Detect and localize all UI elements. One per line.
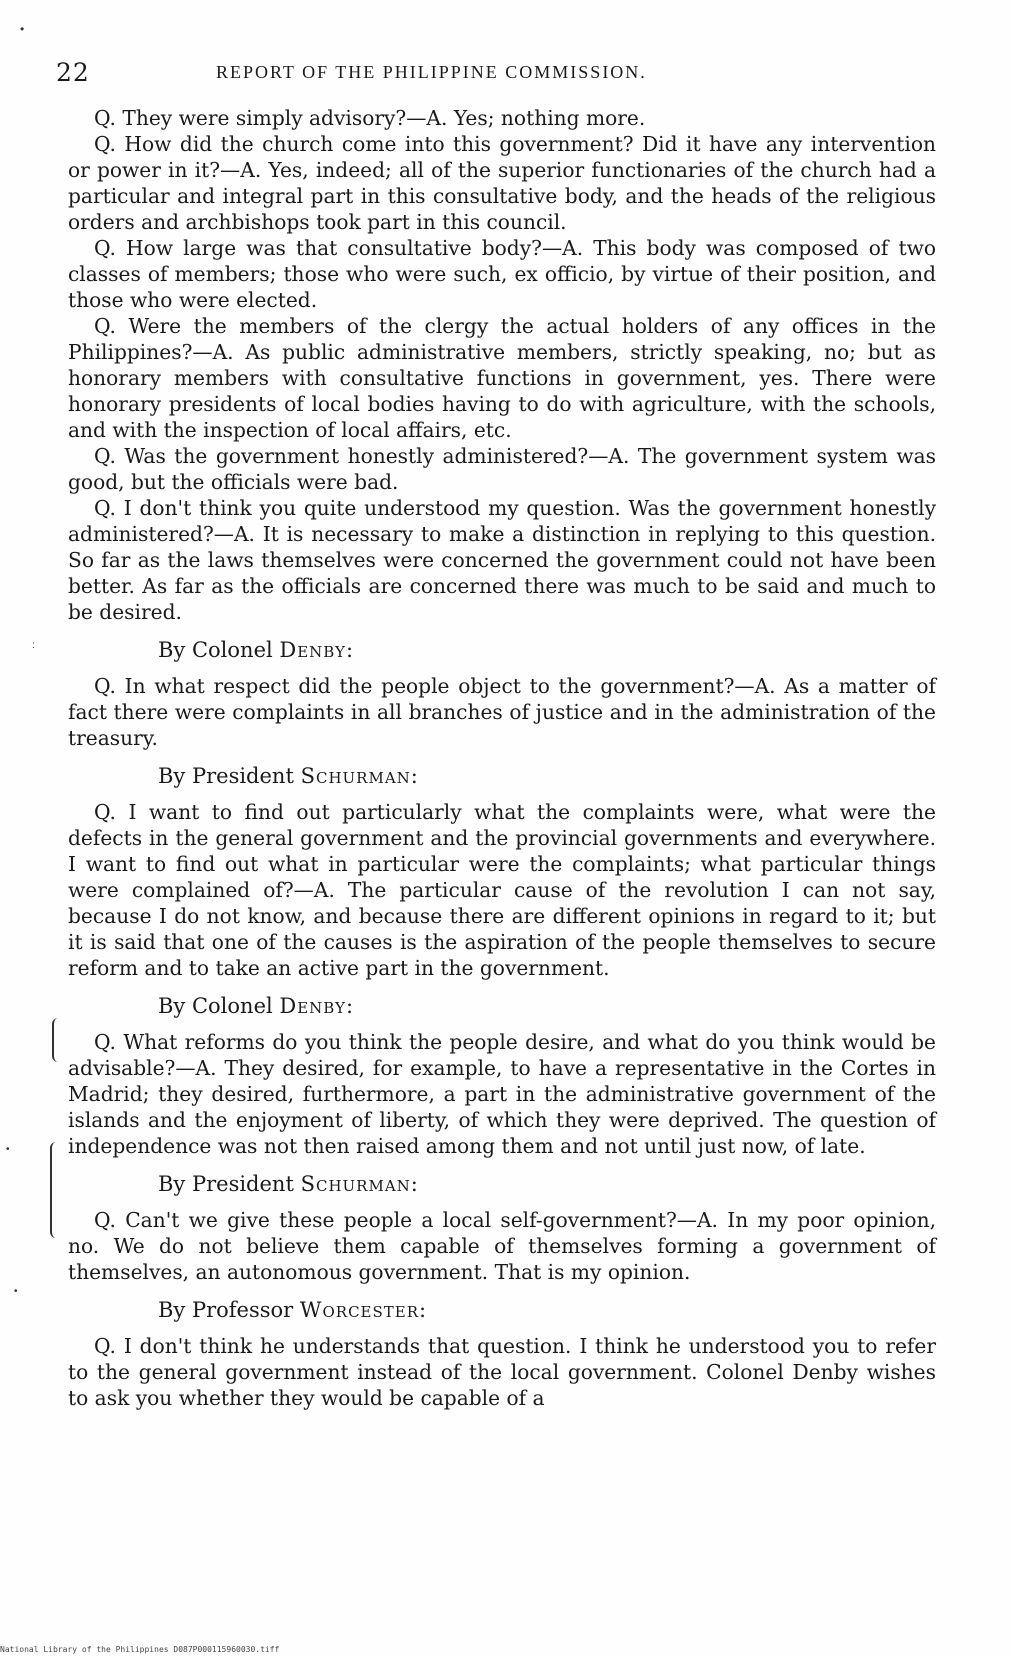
speaker-heading	[158, 993, 936, 1019]
speaker-name: Schurman:	[300, 764, 419, 788]
paragraph: Q. What reforms do you think the people desire, and what do you think would be advisable?—A. They desired, for example, to have a representative in the Cortes in Madrid; they desired, furthermore, a part in the administrative government of the islands and the enjoyment of liberty, of which they were deprived. The question of independence was not then raised among them and not until just now, of late.	[68, 1030, 936, 1158]
paragraph: Q. How did the church come into this government? Did it have any intervention or power in it?—A. Yes, indeed; all of the superior functionaries of the church had a particular and integral part in this consultative body, and the heads of the religious orders and archbishops took part in this council.	[68, 132, 936, 234]
speaker-name: Denby:	[279, 638, 355, 662]
speaker-prefix: By Professor	[158, 1298, 300, 1322]
paragraph: Q. Can't we give these people a local self-government?—A. In my poor opinion, no. We do not believe them capable of themselves forming a government of themselves, an autonomous government. That is my opinion.	[68, 1208, 936, 1284]
speaker-prefix: By President	[158, 764, 301, 788]
speaker-heading	[158, 763, 936, 789]
margin-bracket	[52, 1018, 62, 1062]
speaker-prefix: By Colonel	[158, 638, 280, 662]
paragraph: Q. Were the members of the clergy the actual holders of any offices in the Philippines?—A. As public administrative members, strictly speaking, no; but as honorary members with consultative functions in government, yes. There were honorary presidents of local bodies having to do with agriculture, with the schools, and with the inspection of local affairs, etc.	[68, 314, 936, 442]
scan-footer: National Library of the Philippines D087P000115960030.tiff	[0, 1645, 280, 1654]
margin-dot: :	[32, 640, 35, 651]
margin-dot: •	[14, 1286, 18, 1297]
speaker-heading	[158, 1171, 936, 1197]
speaker-name: Worcester:	[299, 1298, 428, 1322]
page-body	[68, 105, 936, 1411]
page-header	[56, 58, 936, 88]
paragraph: Q. In what respect did the people object to the government?—A. As a matter of fact there were complaints in all branches of justice and in the administration of the treasury.	[68, 674, 936, 750]
running-title: REPORT OF THE PHILIPPINE COMMISSION.	[216, 62, 647, 82]
speaker-name: Denby:	[279, 994, 355, 1018]
paragraph: Q. How large was that consultative body?—A. This body was composed of two classes of members; those who were such, ex officio, by virtue of their position, and those who were elected.	[68, 236, 936, 312]
speaker-name: Schurman:	[300, 1172, 419, 1196]
paragraph: Q. I don't think you quite understood my question. Was the government honestly administered?—A. It is necessary to make a distinction in replying to this question. So far as the laws themselves were concerned the government could not have been better. As far as the officials are concerned there was much to be said and much to be desired.	[68, 496, 936, 624]
margin-dot: •	[6, 1144, 10, 1155]
paragraph: Q. I don't think he understands that question. I think he understood you to refer to the general government instead of the local government. Colonel Denby wishes to ask you whether they would be capable of a	[68, 1334, 936, 1410]
margin-dot: •	[20, 22, 25, 36]
paragraph: Q. Was the government honestly administered?—A. The government system was good, but the officials were bad.	[68, 444, 936, 494]
paragraph: Q. They were simply advisory?—A. Yes; nothing more.	[94, 106, 646, 130]
margin-bracket	[50, 1142, 60, 1238]
paragraph: Q. I want to find out particularly what the complaints were, what were the defects in the general government and the provincial governments and everywhere. I want to find out what in particular were the complaints; what particular things were complained of?—A. The particular cause of the revolution I can not say, because I do not know, and because there are different opinions in regard to it; but it is said that one of the causes is the aspiration of the people themselves to secure reform and to take an active part in the government.	[68, 800, 936, 980]
speaker-heading	[158, 1297, 936, 1323]
speaker-heading	[158, 637, 936, 663]
speaker-prefix: By Colonel	[158, 994, 280, 1018]
page-number: 22	[56, 58, 90, 87]
speaker-prefix: By President	[158, 1172, 301, 1196]
